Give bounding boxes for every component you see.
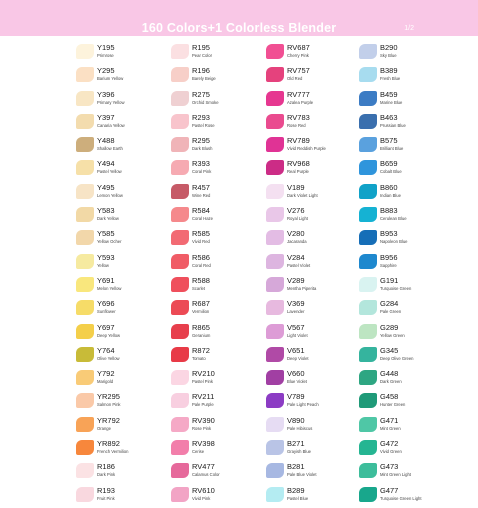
color-code: G472	[380, 439, 399, 449]
color-code: Y696	[97, 299, 115, 309]
color-code: B575	[380, 136, 398, 146]
color-swatch	[171, 91, 189, 106]
color-code: Y195	[97, 43, 115, 52]
color-name: Mint Green	[380, 425, 401, 431]
color-code: Y583	[97, 206, 115, 216]
color-name: Cherry Pink	[287, 53, 309, 58]
color-swatch	[266, 393, 284, 408]
color-swatch	[76, 230, 94, 245]
color-swatch	[76, 324, 94, 339]
color-swatch	[76, 347, 94, 362]
color-name: Barely Beige	[192, 76, 216, 82]
color-swatch	[171, 324, 189, 339]
color-item	[359, 112, 474, 135]
color-item	[359, 485, 474, 508]
color-name: Pastel Violet	[287, 262, 311, 268]
color-swatch	[76, 417, 94, 432]
color-name: Pastel Yellow	[97, 169, 122, 175]
color-swatch	[171, 300, 189, 315]
color-swatch	[266, 207, 284, 222]
color-name: Sky Blue	[380, 53, 397, 58]
color-code: RV968	[287, 159, 310, 169]
color-name: Vivid Reddish Purple	[287, 146, 326, 152]
color-name: Rose Red	[287, 122, 306, 128]
color-name: Indian Blue	[380, 192, 401, 198]
color-swatch	[76, 487, 94, 502]
color-swatch	[266, 160, 284, 175]
color-name: Grayish Blue	[287, 449, 311, 455]
color-swatch	[359, 300, 377, 315]
color-code: RV777	[287, 89, 310, 99]
color-code: R586	[192, 252, 210, 262]
color-name: Yellow Ocher	[97, 239, 122, 245]
color-name: Fruit Pink	[97, 495, 115, 501]
color-swatch	[171, 230, 189, 245]
color-name: Primrose	[97, 53, 114, 58]
color-code: B883	[380, 206, 398, 216]
color-name: Yellow	[97, 262, 109, 268]
color-code: Y397	[97, 112, 115, 122]
color-code: G191	[380, 275, 399, 285]
color-swatch	[76, 393, 94, 408]
color-name: Dark Violet Light	[287, 192, 318, 198]
color-item	[359, 461, 474, 484]
color-swatch	[171, 370, 189, 385]
color-name: Orange	[97, 425, 111, 431]
color-item	[359, 89, 474, 112]
color-code: Y495	[97, 182, 115, 192]
color-code: V280	[287, 229, 305, 239]
color-swatch	[76, 463, 94, 478]
color-swatch	[266, 300, 284, 315]
color-name: Napoleon Blue	[380, 239, 408, 245]
color-code: B289	[287, 485, 305, 495]
color-item	[359, 182, 474, 205]
color-column	[359, 42, 474, 508]
color-swatch	[359, 417, 377, 432]
color-swatch	[266, 67, 284, 82]
color-swatch	[171, 487, 189, 502]
color-swatch	[76, 91, 94, 106]
color-swatch	[266, 487, 284, 502]
color-name: Dark Yellow	[97, 216, 119, 222]
color-name: Cerulean Blue	[380, 216, 407, 222]
color-swatch	[266, 184, 284, 199]
color-item	[359, 42, 474, 65]
color-swatch	[76, 67, 94, 82]
color-swatch	[266, 277, 284, 292]
color-name: Real Purple	[287, 169, 309, 175]
color-code: RV477	[192, 462, 215, 472]
color-swatch	[359, 44, 377, 59]
color-swatch	[359, 347, 377, 362]
color-item	[359, 135, 474, 158]
color-code: V890	[287, 415, 305, 425]
color-code: V651	[287, 345, 305, 355]
color-name: Deep Violet	[287, 355, 309, 361]
color-swatch	[171, 440, 189, 455]
color-code: B290	[380, 43, 398, 52]
color-code: B271	[287, 439, 305, 449]
color-code: RV211	[192, 392, 215, 402]
color-swatch	[359, 184, 377, 199]
color-swatch	[359, 67, 377, 82]
color-code: RV789	[287, 136, 310, 146]
color-swatch	[76, 277, 94, 292]
color-swatch	[359, 91, 377, 106]
color-name: Cobalt Blue	[380, 169, 402, 175]
color-swatch	[171, 67, 189, 82]
color-swatch	[171, 207, 189, 222]
color-item	[359, 438, 474, 461]
color-item	[359, 228, 474, 251]
color-name: Turquoise Green Light	[380, 495, 422, 501]
header-banner	[0, 0, 478, 36]
color-code: Y697	[97, 322, 115, 332]
color-swatch	[171, 417, 189, 432]
color-code: Y488	[97, 136, 115, 146]
color-name: Deep Yellow	[97, 332, 121, 338]
color-name: Marigold	[97, 379, 114, 385]
color-code: R865	[192, 322, 210, 332]
color-name: Jacaranda	[287, 239, 307, 245]
color-swatch	[171, 160, 189, 175]
color-code: Y593	[97, 252, 115, 262]
color-code: RV398	[192, 439, 215, 449]
color-code: G473	[380, 462, 399, 472]
color-name: Pale Hibiscus	[287, 425, 313, 431]
color-name: Marine Blue	[380, 99, 403, 105]
color-item	[359, 275, 474, 298]
color-name: Calamus Color	[192, 472, 220, 478]
color-name: Lemon Yellow	[97, 192, 123, 198]
color-name: French Vermilion	[97, 449, 129, 455]
color-name: Rose Pink	[192, 425, 212, 431]
color-name: Sapphire	[380, 262, 397, 268]
color-item	[359, 391, 474, 414]
color-swatch	[359, 463, 377, 478]
color-swatch	[76, 370, 94, 385]
color-name: Geranium	[192, 332, 211, 338]
color-swatch	[171, 44, 189, 59]
color-swatch	[359, 324, 377, 339]
color-name: Pastel Blue	[287, 495, 309, 501]
color-code: R193	[97, 485, 115, 495]
color-code: RV757	[287, 66, 310, 76]
color-swatch	[359, 277, 377, 292]
color-code: B860	[380, 182, 398, 192]
color-code: G458	[380, 392, 399, 402]
color-code: B953	[380, 229, 398, 239]
color-code: V369	[287, 299, 305, 309]
color-code: B659	[380, 159, 398, 169]
color-item	[359, 252, 474, 275]
color-swatch	[266, 463, 284, 478]
color-code: V289	[287, 275, 305, 285]
color-name: Dark Pink	[97, 472, 116, 478]
color-name: Vivid Red	[192, 239, 210, 245]
color-name: Wine Red	[192, 192, 211, 198]
color-name: Pale Purple	[192, 402, 214, 408]
color-swatch	[76, 137, 94, 152]
color-item	[359, 345, 474, 368]
color-name: Azalea Purple	[287, 99, 314, 105]
color-name: Old Red	[287, 76, 303, 82]
color-name: Blue Violet	[287, 379, 307, 385]
color-item	[359, 65, 474, 88]
color-code: G284	[380, 299, 399, 309]
color-code: R588	[192, 275, 210, 285]
color-swatch	[359, 114, 377, 129]
color-name: Yellow Green	[380, 332, 405, 338]
color-code: YR792	[97, 415, 120, 425]
color-swatch	[76, 184, 94, 199]
color-code: RV687	[287, 43, 310, 52]
color-code: R457	[192, 182, 210, 192]
color-code: B459	[380, 89, 398, 99]
color-name: Turquoise Green	[380, 285, 412, 291]
color-code: R393	[192, 159, 210, 169]
color-name: Coral Pink	[192, 169, 212, 175]
color-name: Salmon Pink	[97, 402, 121, 408]
color-swatch	[266, 347, 284, 362]
color-code: V284	[287, 252, 305, 262]
color-swatch	[266, 254, 284, 269]
color-swatch	[171, 137, 189, 152]
color-name: Pale Blue Violet	[287, 472, 317, 478]
color-code: YR295	[97, 392, 120, 402]
color-name: Pear Color	[192, 53, 213, 58]
page-title: 160 Colors+1 Colorless Blender	[141, 21, 337, 35]
color-swatch	[266, 417, 284, 432]
color-swatch	[171, 254, 189, 269]
color-swatch	[76, 160, 94, 175]
color-name: Vivid Green	[380, 449, 402, 455]
color-swatch	[76, 440, 94, 455]
color-name: Pale Light Peach	[287, 402, 319, 408]
color-swatch	[171, 463, 189, 478]
color-swatch	[266, 370, 284, 385]
color-code: B389	[380, 66, 398, 76]
color-code: V567	[287, 322, 305, 332]
color-code: R196	[192, 66, 210, 76]
color-code: R295	[192, 136, 210, 146]
color-swatch	[359, 393, 377, 408]
color-item	[359, 368, 474, 391]
color-name: Shallow Earth	[97, 146, 123, 152]
color-name: Melon Yellow	[97, 285, 122, 291]
color-code: V189	[287, 182, 305, 192]
color-code: G448	[380, 369, 399, 379]
color-swatch	[359, 137, 377, 152]
color-code: G477	[380, 485, 399, 495]
color-swatch	[359, 254, 377, 269]
color-item	[359, 415, 474, 438]
color-code: Y585	[97, 229, 115, 239]
color-swatch	[266, 91, 284, 106]
color-swatch	[76, 114, 94, 129]
color-swatch	[359, 487, 377, 502]
color-swatch	[266, 440, 284, 455]
color-code: R186	[97, 462, 115, 472]
color-swatch	[266, 137, 284, 152]
color-code: Y396	[97, 89, 115, 99]
color-swatch	[171, 277, 189, 292]
color-name: Light Violet	[287, 332, 308, 338]
color-code: B281	[287, 462, 305, 472]
color-code: G471	[380, 415, 399, 425]
color-swatch	[76, 300, 94, 315]
color-code: YR892	[97, 439, 120, 449]
color-name: Canaria Yellow	[97, 122, 125, 128]
color-name: Olive Yellow	[97, 355, 120, 361]
color-swatch	[171, 114, 189, 129]
color-name: Dark Green	[380, 379, 402, 385]
color-code: G289	[380, 322, 399, 332]
color-swatch	[266, 230, 284, 245]
color-name: Brilliant Blue	[380, 146, 404, 152]
color-swatch	[266, 114, 284, 129]
color-name: Scarlet	[192, 285, 206, 291]
color-swatch	[359, 207, 377, 222]
color-code: Y295	[97, 66, 115, 76]
color-code: Y494	[97, 159, 115, 169]
color-code: B463	[380, 112, 398, 122]
color-swatch	[359, 160, 377, 175]
color-name: Pale Green	[380, 309, 402, 315]
color-name: Coral Red	[192, 262, 211, 268]
color-swatch	[359, 230, 377, 245]
color-swatch	[76, 44, 94, 59]
page-number: 1/2	[404, 25, 414, 32]
color-name: Mint Green Light	[380, 472, 411, 478]
color-item	[359, 158, 474, 181]
color-code: R293	[192, 112, 210, 122]
color-name: Fresh Blue	[380, 76, 401, 82]
color-code: RV610	[192, 485, 215, 495]
color-name: Vermilion	[192, 309, 210, 315]
color-code: Y764	[97, 345, 115, 355]
color-swatch	[266, 44, 284, 59]
color-code: R275	[192, 89, 210, 99]
color-name: Prussian Blue	[380, 122, 406, 128]
color-swatch	[171, 184, 189, 199]
color-swatch	[76, 254, 94, 269]
color-name: Barium Yellow	[97, 76, 124, 82]
color-code: B956	[380, 252, 398, 262]
color-name: Deep Olive Green	[380, 355, 414, 361]
color-name: Sunflower	[97, 309, 116, 315]
color-item	[359, 298, 474, 321]
color-name: Lavender	[287, 309, 305, 315]
color-name: Orchid Smoke	[192, 99, 219, 105]
color-code: V660	[287, 369, 305, 379]
color-code: R872	[192, 345, 210, 355]
color-name: Pastel Rose	[192, 122, 215, 128]
color-code: R584	[192, 206, 210, 216]
color-swatch	[171, 393, 189, 408]
color-swatch	[171, 347, 189, 362]
color-name: Tomato	[192, 355, 206, 361]
color-code: Y792	[97, 369, 115, 379]
color-swatch	[76, 207, 94, 222]
color-name: Hunter Green	[380, 402, 406, 408]
color-name: Royal Light	[287, 216, 308, 222]
color-swatch	[359, 440, 377, 455]
color-item	[359, 322, 474, 345]
color-name: Primary Yellow	[97, 99, 125, 105]
color-code: G345	[380, 345, 399, 355]
color-name: Mentha Piperita	[287, 285, 317, 291]
color-code: R585	[192, 229, 210, 239]
color-code: V276	[287, 206, 305, 216]
color-name: Pastel Pink	[192, 379, 213, 385]
color-swatch	[266, 324, 284, 339]
color-code: R687	[192, 299, 210, 309]
color-name: Vivid Pink	[192, 495, 211, 501]
color-name: Dark Blush	[192, 146, 213, 152]
color-code: V789	[287, 392, 305, 402]
color-name: Cerise	[192, 449, 205, 455]
color-code: RV390	[192, 415, 215, 425]
color-code: R195	[192, 43, 210, 52]
color-swatch	[359, 370, 377, 385]
color-name: Coral Haze	[192, 216, 213, 222]
color-item	[359, 205, 474, 228]
color-code: RV210	[192, 369, 215, 379]
color-code: Y691	[97, 275, 115, 285]
color-code: RV783	[287, 112, 310, 122]
